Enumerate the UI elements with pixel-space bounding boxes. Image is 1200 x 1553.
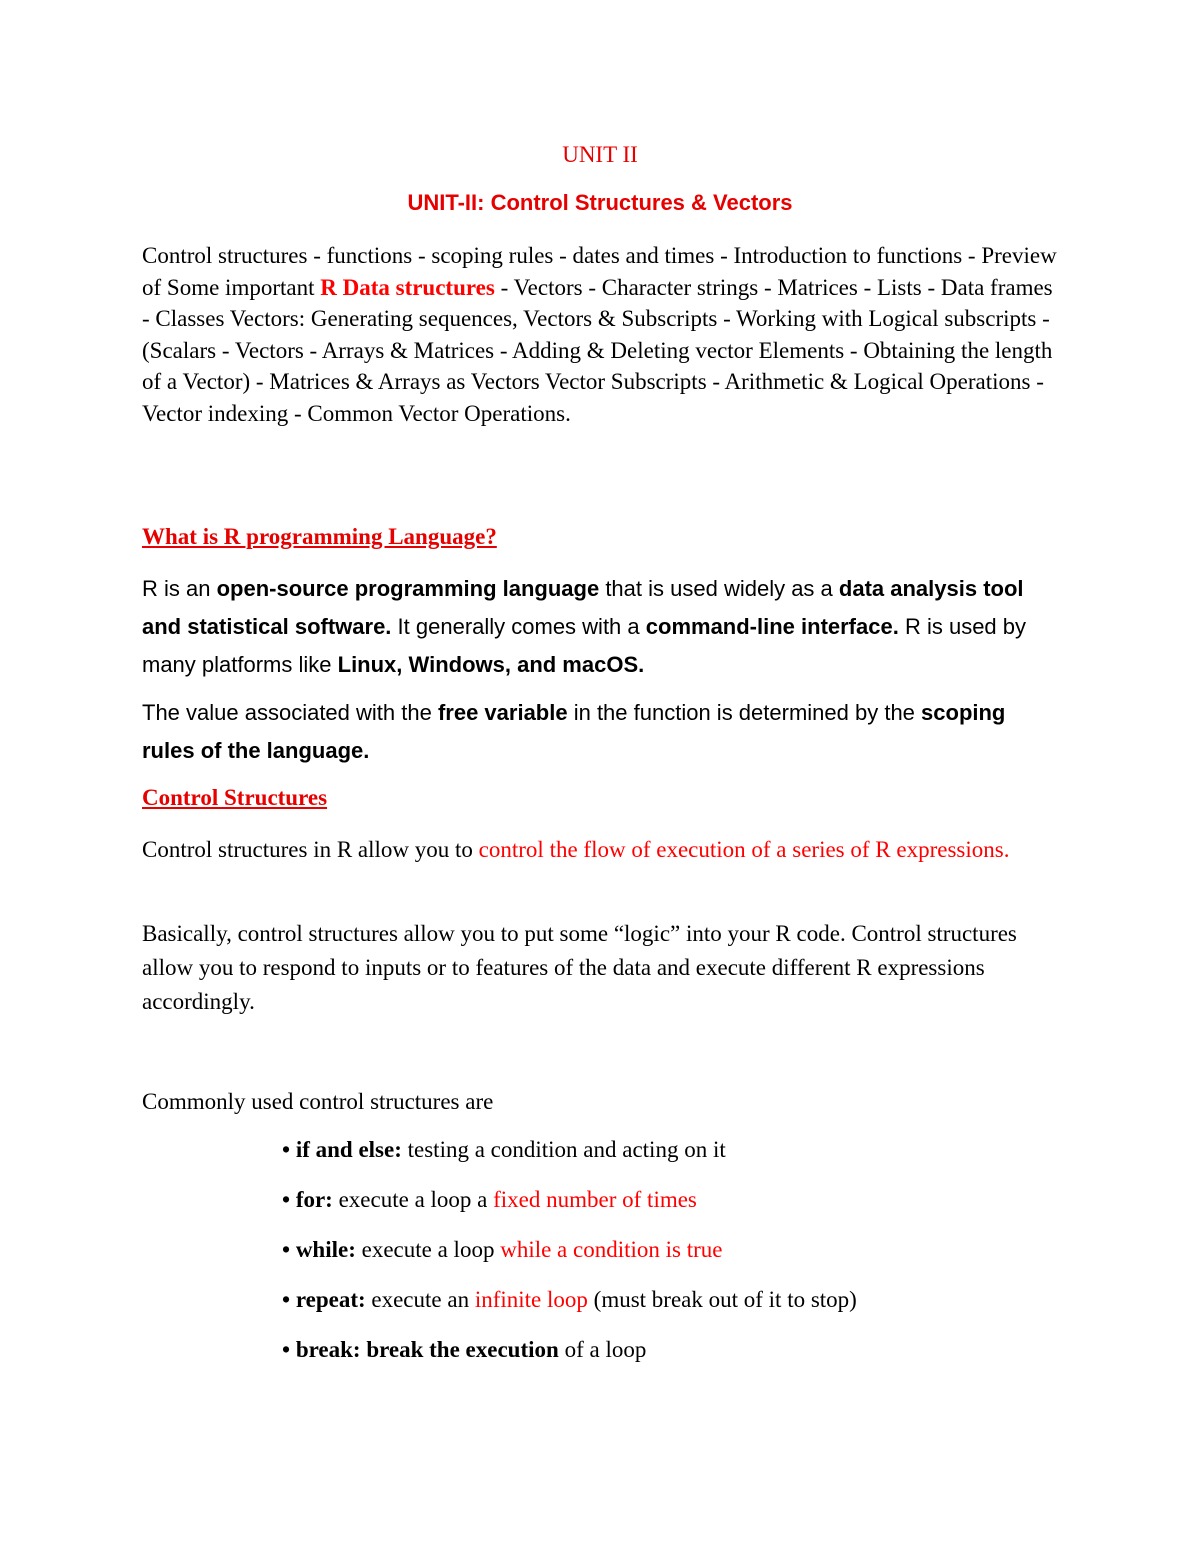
r-intro-text: R is used by many platforms like xyxy=(142,614,1027,677)
bullet-mark: • xyxy=(282,1187,296,1212)
bullet-mark: • xyxy=(282,1237,296,1262)
list-item-repeat xyxy=(282,1284,1082,1334)
r-intro-paragraph xyxy=(142,570,1062,684)
section-heading-r-language: What is R programming Language? xyxy=(142,524,497,549)
bullet-term: if and else: xyxy=(295,1137,402,1162)
bullet-highlight: while a condition is true xyxy=(500,1237,723,1262)
scoping-paragraph xyxy=(142,694,1062,770)
r-intro-text: R is an xyxy=(142,576,217,601)
syllabus-paragraph xyxy=(142,240,1062,429)
r-intro-text: that is used widely as a xyxy=(599,576,839,601)
bullet-tail: of a loop xyxy=(558,1337,647,1362)
unit-subtitle: UNIT-II: Control Structures & Vectors xyxy=(407,190,793,215)
r-intro-bold: Linux, Windows, and macOS. xyxy=(337,652,645,677)
bullet-text: testing a condition and acting on it xyxy=(401,1137,726,1162)
bullet-highlight: fixed number of times xyxy=(493,1187,697,1212)
bullet-highlight: infinite loop xyxy=(474,1287,588,1312)
list-item-break xyxy=(282,1334,1082,1384)
bullet-term: repeat: xyxy=(295,1287,366,1312)
bullet-text: execute a loop a xyxy=(332,1187,494,1212)
control-highlight: control the flow of execution of a series of R expressions. xyxy=(478,837,1010,862)
bullet-term: while: xyxy=(295,1237,356,1262)
commonly-used-text: Commonly used control structures are xyxy=(142,1089,494,1114)
unit-heading: UNIT II xyxy=(562,142,638,167)
r-intro-bold: command-line interface. xyxy=(645,614,899,639)
bullet-text: execute a loop xyxy=(355,1237,501,1262)
syllabus-highlight: R Data structures xyxy=(320,274,495,300)
bullet-bold-phrase: break the execution xyxy=(366,1337,559,1362)
bullet-text: execute an xyxy=(365,1287,475,1312)
control-structures-list xyxy=(282,1134,1082,1384)
r-intro-bold: data analysis tool and statistical software. xyxy=(142,576,1024,639)
syllabus-text-1: Control structures - functions - scoping rules - dates and times - Introduction to functions - Preview of Some important xyxy=(142,243,1057,300)
r-intro-bold: open-source programming language xyxy=(216,576,600,601)
scoping-bold: scoping rules of the language. xyxy=(142,700,1006,763)
scoping-bold: free variable xyxy=(437,700,568,725)
control-paragraph-2: Basically, control structures allow you to put some “logic” into your R code. Control structures allow you to respond to inputs or to features of the data and execute different R expressions accordingly. xyxy=(142,921,1017,1014)
list-item-while xyxy=(282,1234,1082,1284)
scoping-text: The value associated with the xyxy=(142,700,438,725)
bullet-mark: • xyxy=(282,1137,296,1162)
bullet-mark: • xyxy=(282,1337,296,1362)
bullet-term: for: xyxy=(295,1187,333,1212)
r-intro-text: It generally comes with a xyxy=(391,614,646,639)
bullet-mark: • xyxy=(282,1287,296,1312)
section-heading-control-structures: Control Structures xyxy=(142,785,328,810)
bullet-term: break: xyxy=(295,1337,361,1362)
control-paragraph-1 xyxy=(142,833,1062,867)
list-item-for xyxy=(282,1184,1082,1234)
syllabus-text-2: - Vectors - Character strings - Matrices - Lists - Data frames - Classes Vectors: Generating sequences, Vectors & Subscripts - Working with Logical subscripts - (Scalars - Vectors - Arrays & Matrices - Adding & Deleting vector Elements - Obtaining the length of a Vector) - Matrices & Arrays as Vectors Vector Subscripts - Arithmetic & Logical Operations - Vector indexing - Common Vector Operations. xyxy=(142,274,1053,426)
control-text: Control structures in R allow you to xyxy=(142,837,479,862)
list-item-if-else xyxy=(282,1134,1082,1184)
scoping-text: in the function is determined by the xyxy=(567,700,922,725)
bullet-tail: (must break out of it to stop) xyxy=(587,1287,857,1312)
